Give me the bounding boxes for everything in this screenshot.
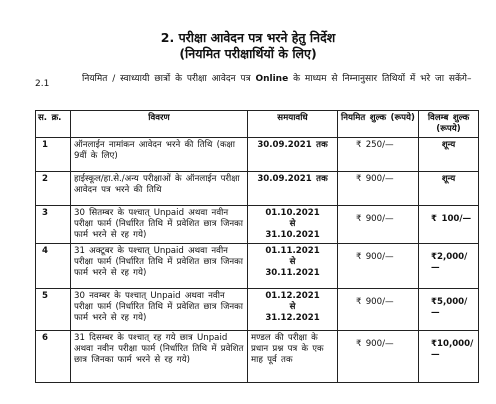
- row-description: ऑनलाईन नामांकन आवेदन भरने की तिथि (कक्षा 9वीं के लिए): [71, 138, 248, 172]
- period-start-date: 01.12.2021: [265, 291, 320, 301]
- row-description: 30 नवम्बर के पश्चात् Unpaid अथवा नवीन परीक्षा फार्म (निर्धारित तिथि में प्रवेशित छात्र जिनका फार्म भरने से रह गये): [71, 289, 248, 331]
- header-description: विवरण: [71, 111, 248, 138]
- row-late-fee: शून्य: [419, 172, 479, 206]
- heading-subtitle: (नियमित परीक्षार्थियों के लिए): [179, 46, 317, 61]
- table-header-row: [36, 111, 479, 138]
- late-fee-value: ₹5,000/—: [431, 297, 468, 318]
- header-period: समयावधि: [248, 111, 338, 138]
- row-description: 30 सितम्बर के पश्चात् Unpaid अथवा नवीन परीक्षा फार्म (निर्धारित तिथि में प्रवेशित छात्र जिनका फार्म भरने से रह गये): [71, 206, 248, 244]
- table-row: [36, 244, 479, 289]
- row-regular-fee: [338, 289, 419, 331]
- row-regular-fee: [338, 244, 419, 289]
- row-regular-fee: [338, 331, 419, 383]
- table-row: [36, 172, 479, 206]
- row-serial: 5: [36, 289, 71, 331]
- late-fee-value: ₹2,000/—: [431, 252, 468, 273]
- row-regular-fee: ₹ 900/—: [338, 172, 419, 206]
- row-description: हाईस्कूल/हा.से./अन्य परीक्षाओं के ऑनलाईन परीक्षा आवेदन पत्र भरने की तिथि: [71, 172, 248, 206]
- row-period: मण्डल की परीक्षा के प्रधान प्रश्न पत्र के एक माह पूर्व तक: [248, 331, 338, 383]
- row-late-fee: [419, 289, 479, 331]
- row-period: [248, 244, 338, 289]
- row-serial: 1: [36, 138, 71, 172]
- period-end-date: 31.10.2021: [265, 230, 320, 240]
- row-description: 31 दिसम्बर के पश्चात् रह गये छात्र Unpaid अथवा नवीन परीक्षा फार्म (निर्धारित तिथि में प्रवेशित छात्र जिनका फार्म भरने से रह गये): [71, 331, 248, 383]
- row-description: 31 अक्टूबर के पश्चात् Unpaid अथवा नवीन परीक्षा फार्म (निर्धारित तिथि में प्रवेशित छात्र जिनका फार्म भरने से रह गये): [71, 244, 248, 289]
- period-end-date: 31.12.2021: [265, 313, 320, 323]
- table-row: [36, 289, 479, 331]
- intro-paragraph: [82, 73, 480, 86]
- schedule-table: [35, 110, 479, 383]
- period-separator: से: [289, 257, 296, 267]
- period-separator: से: [289, 219, 296, 229]
- period-date: 30.09.2021 तक: [257, 140, 328, 150]
- intro-text-before: नियमित / स्वाध्यायी छात्रों के परीक्षा आवेदन पत्र: [82, 74, 256, 84]
- row-late-fee: [419, 206, 479, 244]
- row-late-fee: शून्य: [419, 138, 479, 172]
- period-separator: से: [289, 302, 296, 312]
- row-regular-fee: [338, 206, 419, 244]
- row-serial: 2: [36, 172, 71, 206]
- header-serial: स. क्र.: [36, 111, 71, 138]
- table-row: [36, 331, 479, 383]
- row-serial: 6: [36, 331, 71, 383]
- header-regular-fee: नियमित शुल्क (रूपये): [338, 111, 419, 138]
- row-late-fee: [419, 244, 479, 289]
- late-fee-value: ₹10,000/—: [431, 339, 474, 360]
- period-date: 30.09.2021 तक: [257, 174, 328, 184]
- period-end-date: 30.11.2021: [265, 268, 320, 278]
- period-start-date: 01.10.2021: [265, 208, 320, 218]
- regular-fee-value: ₹ 900/—: [356, 339, 394, 349]
- regular-fee-value: ₹ 900/—: [356, 252, 394, 262]
- table-row: [36, 206, 479, 244]
- row-serial: 3: [36, 206, 71, 244]
- regular-fee-value: ₹ 900/—: [356, 297, 394, 307]
- row-period: [248, 206, 338, 244]
- period-start-date: 01.11.2021: [265, 246, 320, 256]
- heading-title: 2. परीक्षा आवेदन पत्र भरने हेतु निर्देश: [160, 30, 336, 45]
- table-row: [36, 138, 479, 172]
- row-period: [248, 138, 338, 172]
- row-period: [248, 289, 338, 331]
- late-fee-value: ₹ 100/—: [431, 214, 472, 224]
- intro-bold-word: Online: [255, 74, 289, 84]
- row-period: [248, 172, 338, 206]
- regular-fee-value: ₹ 900/—: [356, 214, 394, 224]
- header-late-fee: विलम्ब शुल्क (रूपये): [419, 111, 479, 138]
- intro-text-after: के माध्यम से निम्नानुसार तिथियों में भरे जा सकेंगे–: [288, 74, 472, 84]
- row-late-fee: [419, 331, 479, 383]
- row-regular-fee: ₹ 250/—: [338, 138, 419, 172]
- section-number: 2.1: [35, 79, 50, 89]
- row-serial: 4: [36, 244, 71, 289]
